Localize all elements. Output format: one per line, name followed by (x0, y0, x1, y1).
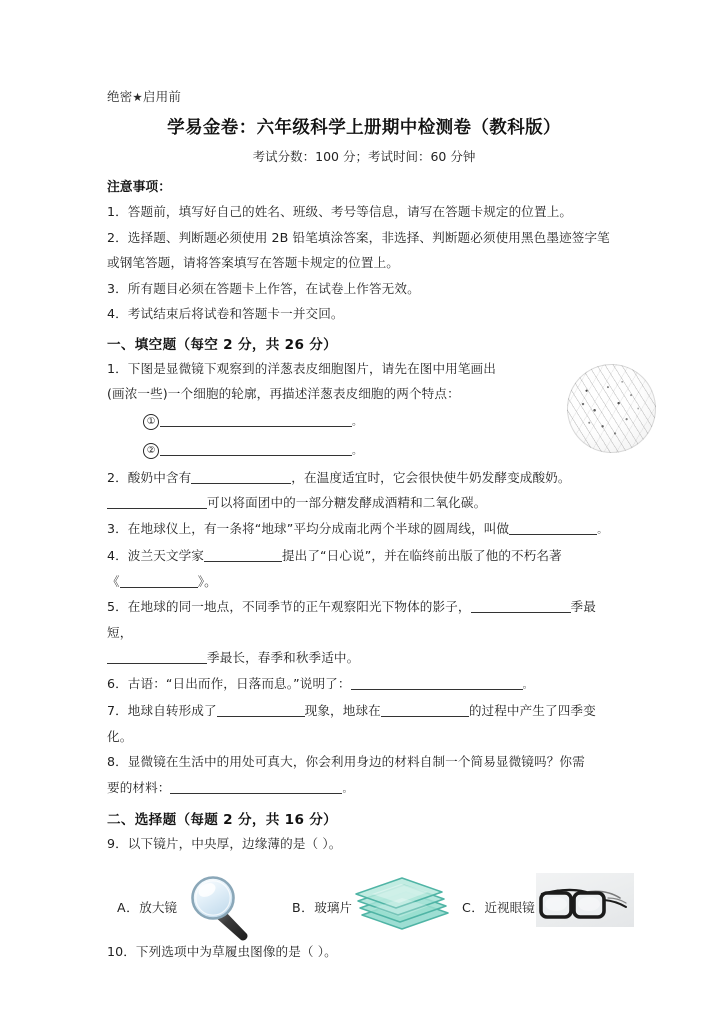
question-4-text-a: 4．波兰天文学家 (107, 548, 204, 563)
answer-blank[interactable] (170, 780, 342, 794)
question-10-stem: 10．下列选项中为草履虫图像的是（ ）。 (107, 943, 337, 959)
question-2-line-1 (107, 465, 621, 491)
question-8-line-2 (107, 775, 621, 803)
question-4-line-2 (107, 569, 621, 595)
question-9-stem: 9．以下镜片，中央厚，边缘薄的是（ ）。 (107, 836, 342, 851)
period-mark: 。 (352, 416, 363, 428)
question-2-line-2 (107, 490, 621, 516)
question-5-text-b: 季最短， (107, 599, 596, 640)
answer-blank[interactable] (120, 574, 198, 588)
question-6 (107, 671, 621, 699)
answer-blank[interactable] (160, 413, 352, 427)
option-a-label: 放大镜 (139, 899, 177, 915)
question-7-text-c: 的过程中产生了四季变化。 (107, 703, 596, 744)
question-5 (107, 594, 621, 671)
question-5-text-c: 季最长，春季和秋季适中。 (207, 650, 360, 665)
option-c[interactable] (462, 899, 535, 917)
question-6-text-a: 6．古语：“日出而作，日落而息。”说明了： (107, 675, 351, 691)
notice-item: 1．答题前，填写好自己的姓名、班级、考号等信息，请写在答题卡规定的位置上。 (107, 204, 573, 219)
question-2-text-a: 2．酸奶中含有 (107, 469, 192, 485)
question-1-line-1: 1．下图是显微镜下观察到的洋葱表皮细胞图片，请先在图中用笔画出 (107, 360, 496, 376)
confidential-text: 绝密 (107, 89, 133, 104)
question-8 (107, 749, 621, 802)
question-7-text-a: 7．地球自转形成了 (107, 703, 217, 718)
answer-blank[interactable] (204, 548, 282, 562)
option-c-letter: C． (462, 899, 485, 915)
option-c-label: 近视眼镜 (484, 899, 535, 915)
question-5-line-1 (107, 594, 621, 645)
question-2-text-c: 可以将面团中的一部分糖发酵成酒精和二氧化碳。 (207, 495, 487, 510)
answer-blank[interactable] (191, 470, 291, 484)
circled-number-2: ② (143, 443, 159, 459)
answer-blank[interactable] (509, 521, 597, 535)
option-b[interactable] (292, 899, 352, 917)
answer-blank[interactable] (351, 676, 523, 690)
question-9-options (107, 861, 621, 939)
page-title: 学易金卷：六年级科学上册期中检测卷（教科版） (167, 118, 561, 138)
book-bracket-open: 《 (107, 573, 120, 589)
answer-blank[interactable] (471, 599, 571, 613)
question-5-line-2 (107, 645, 621, 671)
section-heading-multiple-choice: 二、选择题（每题 2 分，共 16 分） (107, 812, 338, 828)
magnifier-icon (190, 875, 262, 941)
question-1-sub-1 (107, 407, 621, 436)
section-heading-fill-blank: 一、填空题（每空 2 分，共 26 分） (107, 336, 338, 353)
question-2 (107, 465, 621, 516)
star-icon: ★ (132, 90, 143, 104)
notice-heading: 注意事项： (107, 180, 171, 195)
answer-blank[interactable] (160, 442, 352, 456)
option-a[interactable] (117, 899, 177, 917)
question-4 (107, 543, 621, 594)
option-b-letter: B． (292, 899, 315, 915)
period-mark: 。 (352, 445, 363, 457)
question-5-text-a: 5．在地球的同一地点，不同季节的正午观察阳光下物体的影子， (107, 599, 471, 614)
answer-blank[interactable] (107, 650, 207, 664)
answer-blank[interactable] (217, 703, 305, 717)
question-3 (107, 516, 621, 544)
question-1-line-2: (画浓一些)一个细胞的轮廓，再描述洋葱表皮细胞的两个特点： (107, 386, 460, 401)
notice-item: 3．所有题目必须在答题卡上作答，在试卷上作答无效。 (107, 280, 420, 296)
answer-blank[interactable] (107, 495, 207, 509)
answer-blank[interactable] (381, 703, 469, 717)
confidential-label (107, 88, 621, 106)
question-1-sub-2 (107, 436, 621, 465)
period-mark: 。 (522, 679, 533, 691)
circled-number-1: ① (143, 414, 159, 430)
book-bracket-close: 》。 (197, 573, 217, 589)
option-a-letter: A． (117, 899, 140, 915)
option-b-label: 玻璃片 (314, 899, 353, 915)
exam-meta-subtitle: 考试分数：100 分；考试时间：60 分钟 (252, 149, 476, 164)
notice-item: 2．选择题、判断题必须使用 2B 铅笔填涂答案，非选择、判断题必须使用黑色墨迹签字笔 (107, 229, 610, 245)
notice-item: 4．考试结束后将试卷和答题卡一并交回。 (107, 306, 344, 321)
question-1 (107, 356, 621, 465)
microscope-field-circle (567, 364, 656, 453)
question-8-text-a: 要的材料： (107, 779, 171, 795)
question-7-text-b: 现象，地球在 (304, 703, 381, 718)
question-4-line-1 (107, 543, 621, 569)
glass-plates-icon (350, 869, 456, 937)
confidential-suffix: 启用前 (142, 89, 182, 104)
question-2-text-b: ，在温度适宜时，它会很快使牛奶发酵变成酸奶。 (291, 469, 571, 485)
notice-item: 或钢笔答题，请将答案填写在答题卡规定的位置上。 (107, 255, 399, 270)
eyeglasses-photo (536, 873, 634, 927)
question-7 (107, 698, 621, 749)
question-4-text-b: 提出了“日心说”，并在临终前出版了他的不朽名著 (281, 548, 562, 563)
period-mark: 。 (597, 524, 608, 536)
page-content (107, 88, 621, 964)
period-mark: 。 (342, 783, 353, 795)
question-8-line-1: 8．显微镜在生活中的用处可真大，你会利用身边的材料自制一个简易显微镜吗？你需 (107, 754, 585, 769)
question-3-text-a: 3．在地球仪上，有一条将“地球”平均分成南北两个半球的圆周线，叫做 (107, 520, 510, 536)
onion-epidermis-cell-photo (564, 362, 660, 458)
